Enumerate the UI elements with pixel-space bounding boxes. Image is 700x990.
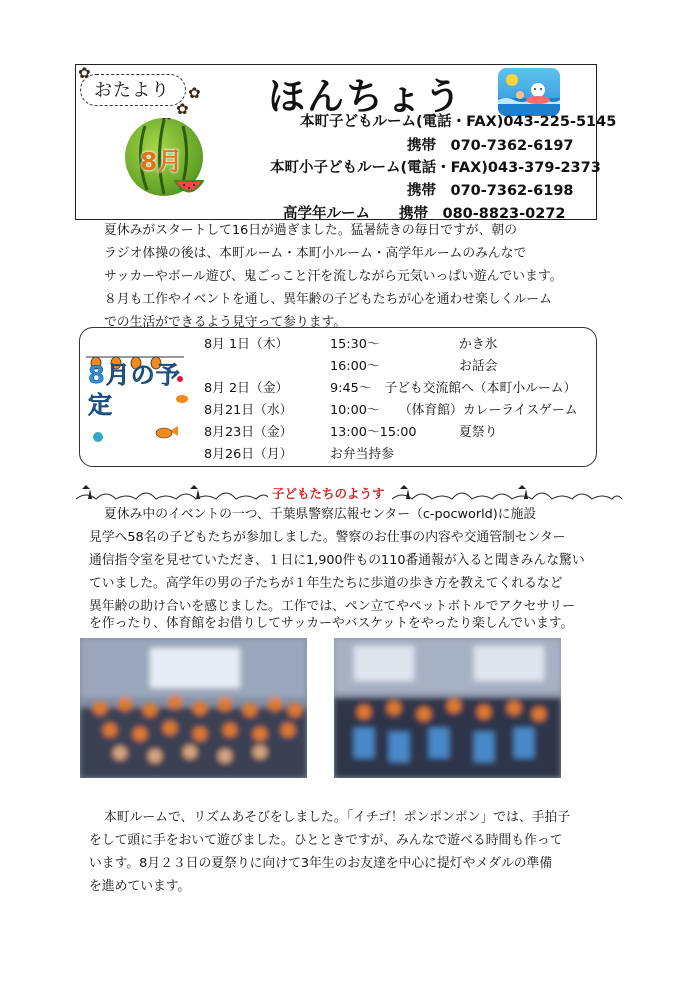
schedule-time: 10:00〜 （体育館）カレーライスゲーム bbox=[330, 403, 578, 418]
contact-line-upper-grade: 高学年ルーム 携帯 080-8823-0272 bbox=[283, 206, 566, 222]
otayori-label: おたより bbox=[94, 80, 170, 101]
flower-icon: ✿ bbox=[78, 64, 91, 82]
schedule-time: 9:45〜 子ども交流館へ（本町小ルーム） bbox=[330, 381, 577, 396]
schedule-heading: 8月の予定 bbox=[88, 361, 181, 419]
section-line: 見学へ58名の子どもたちが参加しました。警察のお仕事の内容や交通管制センター bbox=[89, 530, 566, 545]
flower-icon: ✿ bbox=[188, 84, 201, 102]
schedule-date: 8月21日（水） bbox=[204, 403, 293, 418]
watermelon-slice-icon bbox=[174, 180, 204, 196]
schedule-time: 13:00〜15:00 bbox=[330, 425, 417, 440]
intro-line: ８月も工作やイベントを通し、異年齢の子どもたちが心を通わせ楽しくルーム bbox=[104, 292, 552, 307]
schedule-date: 8月26日（月） bbox=[204, 447, 293, 462]
schedule-time: 16:00〜 bbox=[330, 359, 380, 374]
schedule-time: お弁当持参 bbox=[330, 447, 394, 462]
schedule-event: 夏祭り bbox=[459, 425, 498, 440]
schedule-event: かき氷 bbox=[459, 337, 498, 352]
schedule-event: お話会 bbox=[459, 359, 498, 374]
section-line: ていました。高学年の男の子たちが１年生たちに歩道の歩き方を教えてくれるなど bbox=[89, 576, 563, 591]
event-photo-right bbox=[334, 638, 561, 778]
section-title: 子どもたちのようす bbox=[268, 484, 389, 502]
section-line: 通信指令室を見せていただき、１日に1,900件もの110番通報が入ると聞きみんな驚い bbox=[89, 553, 585, 568]
section-line: をして頭に手をおいて遊びました。ひとときですが、みんなで遊べる時間も作って bbox=[89, 833, 563, 848]
contact-line-honchosho: 本町小子どもルーム(電話・FAX)043-379-2373 bbox=[270, 160, 601, 176]
schedule-date: 8月 1日（木） bbox=[204, 337, 289, 352]
section-line: 本町ルームで、リズムあそびをしました。「イチゴ！ポンポンポン」では、手拍子 bbox=[104, 810, 571, 825]
section-line: 異年齢の助け合いを感じました。工作では、ペン立てやペットボトルでアクセサリー bbox=[89, 599, 575, 614]
blurred-photo-image bbox=[80, 638, 307, 778]
intro-line: での生活ができるよう見守って参ります。 bbox=[104, 315, 347, 330]
beach-illustration-icon bbox=[498, 68, 560, 116]
intro-line: 夏休みがスタートして16日が過ぎました。猛暑続きの毎日ですが、朝の bbox=[104, 223, 517, 238]
intro-line: ラジオ体操の後は、本町ルーム・本町小ルーム・高学年ルームのみんなで bbox=[104, 246, 527, 261]
summer-beach-icon bbox=[498, 68, 560, 116]
schedule-date: 8月23日（金） bbox=[204, 425, 293, 440]
schedule-time: 15:30〜 bbox=[330, 337, 380, 352]
event-photo-left bbox=[80, 638, 307, 778]
section-line: 夏休み中のイベントの一つ、千葉県警察広報センター（c-pocworld)に施設 bbox=[104, 507, 537, 522]
month-label: 8月 bbox=[140, 147, 183, 176]
schedule-date: 8月 2日（金） bbox=[204, 381, 289, 396]
section-line: います。8月２３日の夏祭りに向けて3年生のお友達を中心に提灯やメダルの準備 bbox=[89, 856, 553, 871]
contact-line-honcho: 本町子どもルーム(電話・FAX)043-225-5145 bbox=[300, 114, 617, 130]
section-line: を作ったり、体育館をお借りしてサッカーやバスケットをやったり楽しんでいます。 bbox=[89, 616, 574, 631]
blurred-photo-image bbox=[334, 638, 561, 778]
contact-line-honchosho-mobile: 携帯 070-7362-6198 bbox=[407, 183, 574, 199]
newsletter-title: ほんちょう bbox=[268, 75, 463, 118]
section-line: を進めています。 bbox=[89, 879, 191, 894]
flower-icon: ✿ bbox=[176, 100, 189, 118]
contact-line-honcho-mobile: 携帯 070-7362-6197 bbox=[407, 138, 574, 154]
intro-line: サッカーやボール遊び、鬼ごっこと汗を流しながら元気いっぱい遊んでいます。 bbox=[104, 269, 563, 284]
